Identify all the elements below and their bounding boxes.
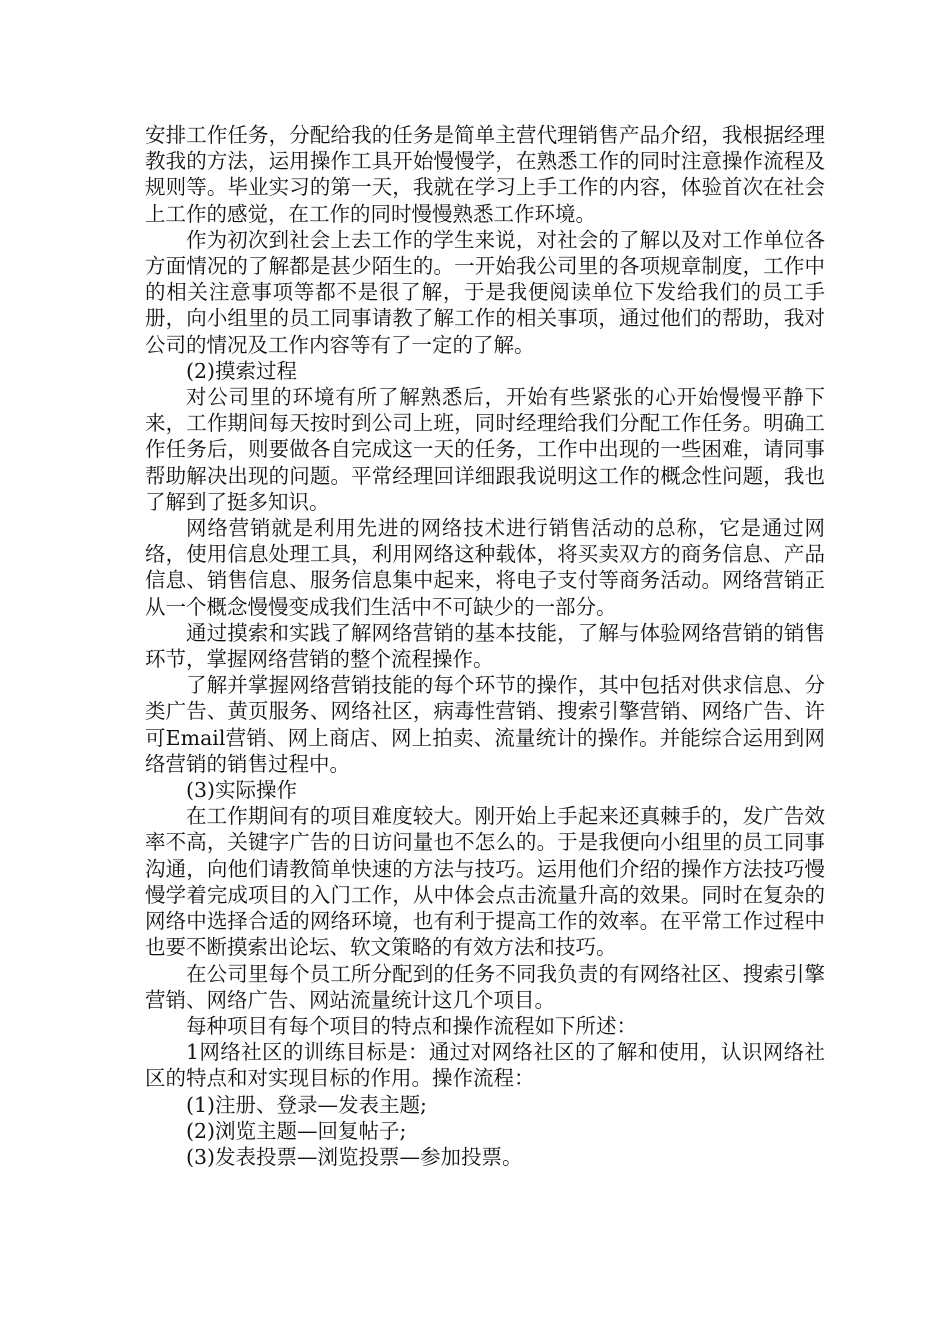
paragraph-1: 安排工作任务，分配给我的任务是简单主营代理销售产品介绍，我根据经理教我的方法，运用操作工具开始慢慢学，在熟悉工作的同时注意操作流程及规则等。毕业实习的第一天，我就在学习上手工作的内容，体验首次在社会上工作的感觉，在工作的同时慢慢熟悉工作环境。	[145, 123, 825, 226]
section-heading-practice: (3)实际操作	[186, 778, 298, 803]
paragraph-2: 作为初次到社会上去工作的学生来说，对社会的了解以及对工作单位各方面情况的了解都是甚少陌生的。一开始我公司里的各项规章制度，工作中的相关注意事项等都不是很了解，于是我便阅读单位下发给我们的员工手册，向小组里的员工同事请教了解工作的相关事项，通过他们的帮助，我对公司的情况及工作内容等有了一定的了解。	[145, 227, 825, 357]
paragraph-10: 1网络社区的训练目标是：通过对网络社区的了解和使用，认识网络社区的特点和对实现目标的作用。操作流程：	[145, 1040, 825, 1091]
paragraph-3: 对公司里的环境有所了解熟悉后，开始有些紧张的心开始慢慢平静下来，工作期间每天按时到公司上班，同时经理给我们分配工作任务。明确工作任务后，则要做各自完成这一天的任务，工作中出现的一些困难，请同事帮助解决出现的问题。平常经理回详细跟我说明这工作的概念性问题，我也了解到了挺多知识。	[145, 385, 825, 514]
paragraph-8: 在公司里每个员工所分配到的任务不同我负责的有网络社区、搜索引擎营销、网络广告、网站流量统计这几个项目。	[145, 961, 825, 1012]
document-page	[145, 122, 825, 1170]
section-heading-explore: (2)摸索过程	[186, 358, 298, 383]
list-item-3: (3)发表投票—浏览投票—参加投票。	[186, 1144, 523, 1169]
paragraph-4: 网络营销就是利用先进的网络技术进行销售活动的总称，它是通过网络，使用信息处理工具，利用网络这种载体，将买卖双方的商务信息、产品信息、销售信息、服务信息集中起来，将电子支付等商务活动。网络营销正从一个概念慢慢变成我们生活中不可缺少的一部分。	[145, 516, 825, 619]
paragraph-6: 了解并掌握网络营销技能的每个环节的操作，其中包括对供求信息、分类广告、黄页服务、网络社区，病毒性营销、搜索引擎营销、网络广告、许可Email营销、网上商店、网上拍卖、流量统计的操作。并能综合运用到网络营销的销售过程中。	[145, 673, 825, 776]
paragraph-9: 每种项目有每个项目的特点和操作流程如下所述：	[186, 1013, 637, 1038]
paragraph-7: 在工作期间有的项目难度较大。刚开始上手起来还真棘手的，发广告效率不高，关键字广告的日访问量也不怎么的。于是我便向小组里的员工同事沟通，向他们请教简单快速的方法与技巧。运用他们介绍的操作方法技巧慢慢学着完成项目的入门工作，从中体会点击流量升高的效果。同时在复杂的网络中选择合适的网络环境，也有利于提高工作的效率。在平常工作过程中也要不断摸索出论坛、软文策略的有效方法和技巧。	[145, 804, 825, 960]
list-item-2: (2)浏览主题—回复帖子;	[186, 1118, 407, 1143]
list-item-1: (1)注册、登录—发表主题;	[186, 1092, 427, 1117]
paragraph-5: 通过摸索和实践了解网络营销的基本技能，了解与体验网络营销的销售环节，掌握网络营销的整个流程操作。	[145, 620, 825, 672]
